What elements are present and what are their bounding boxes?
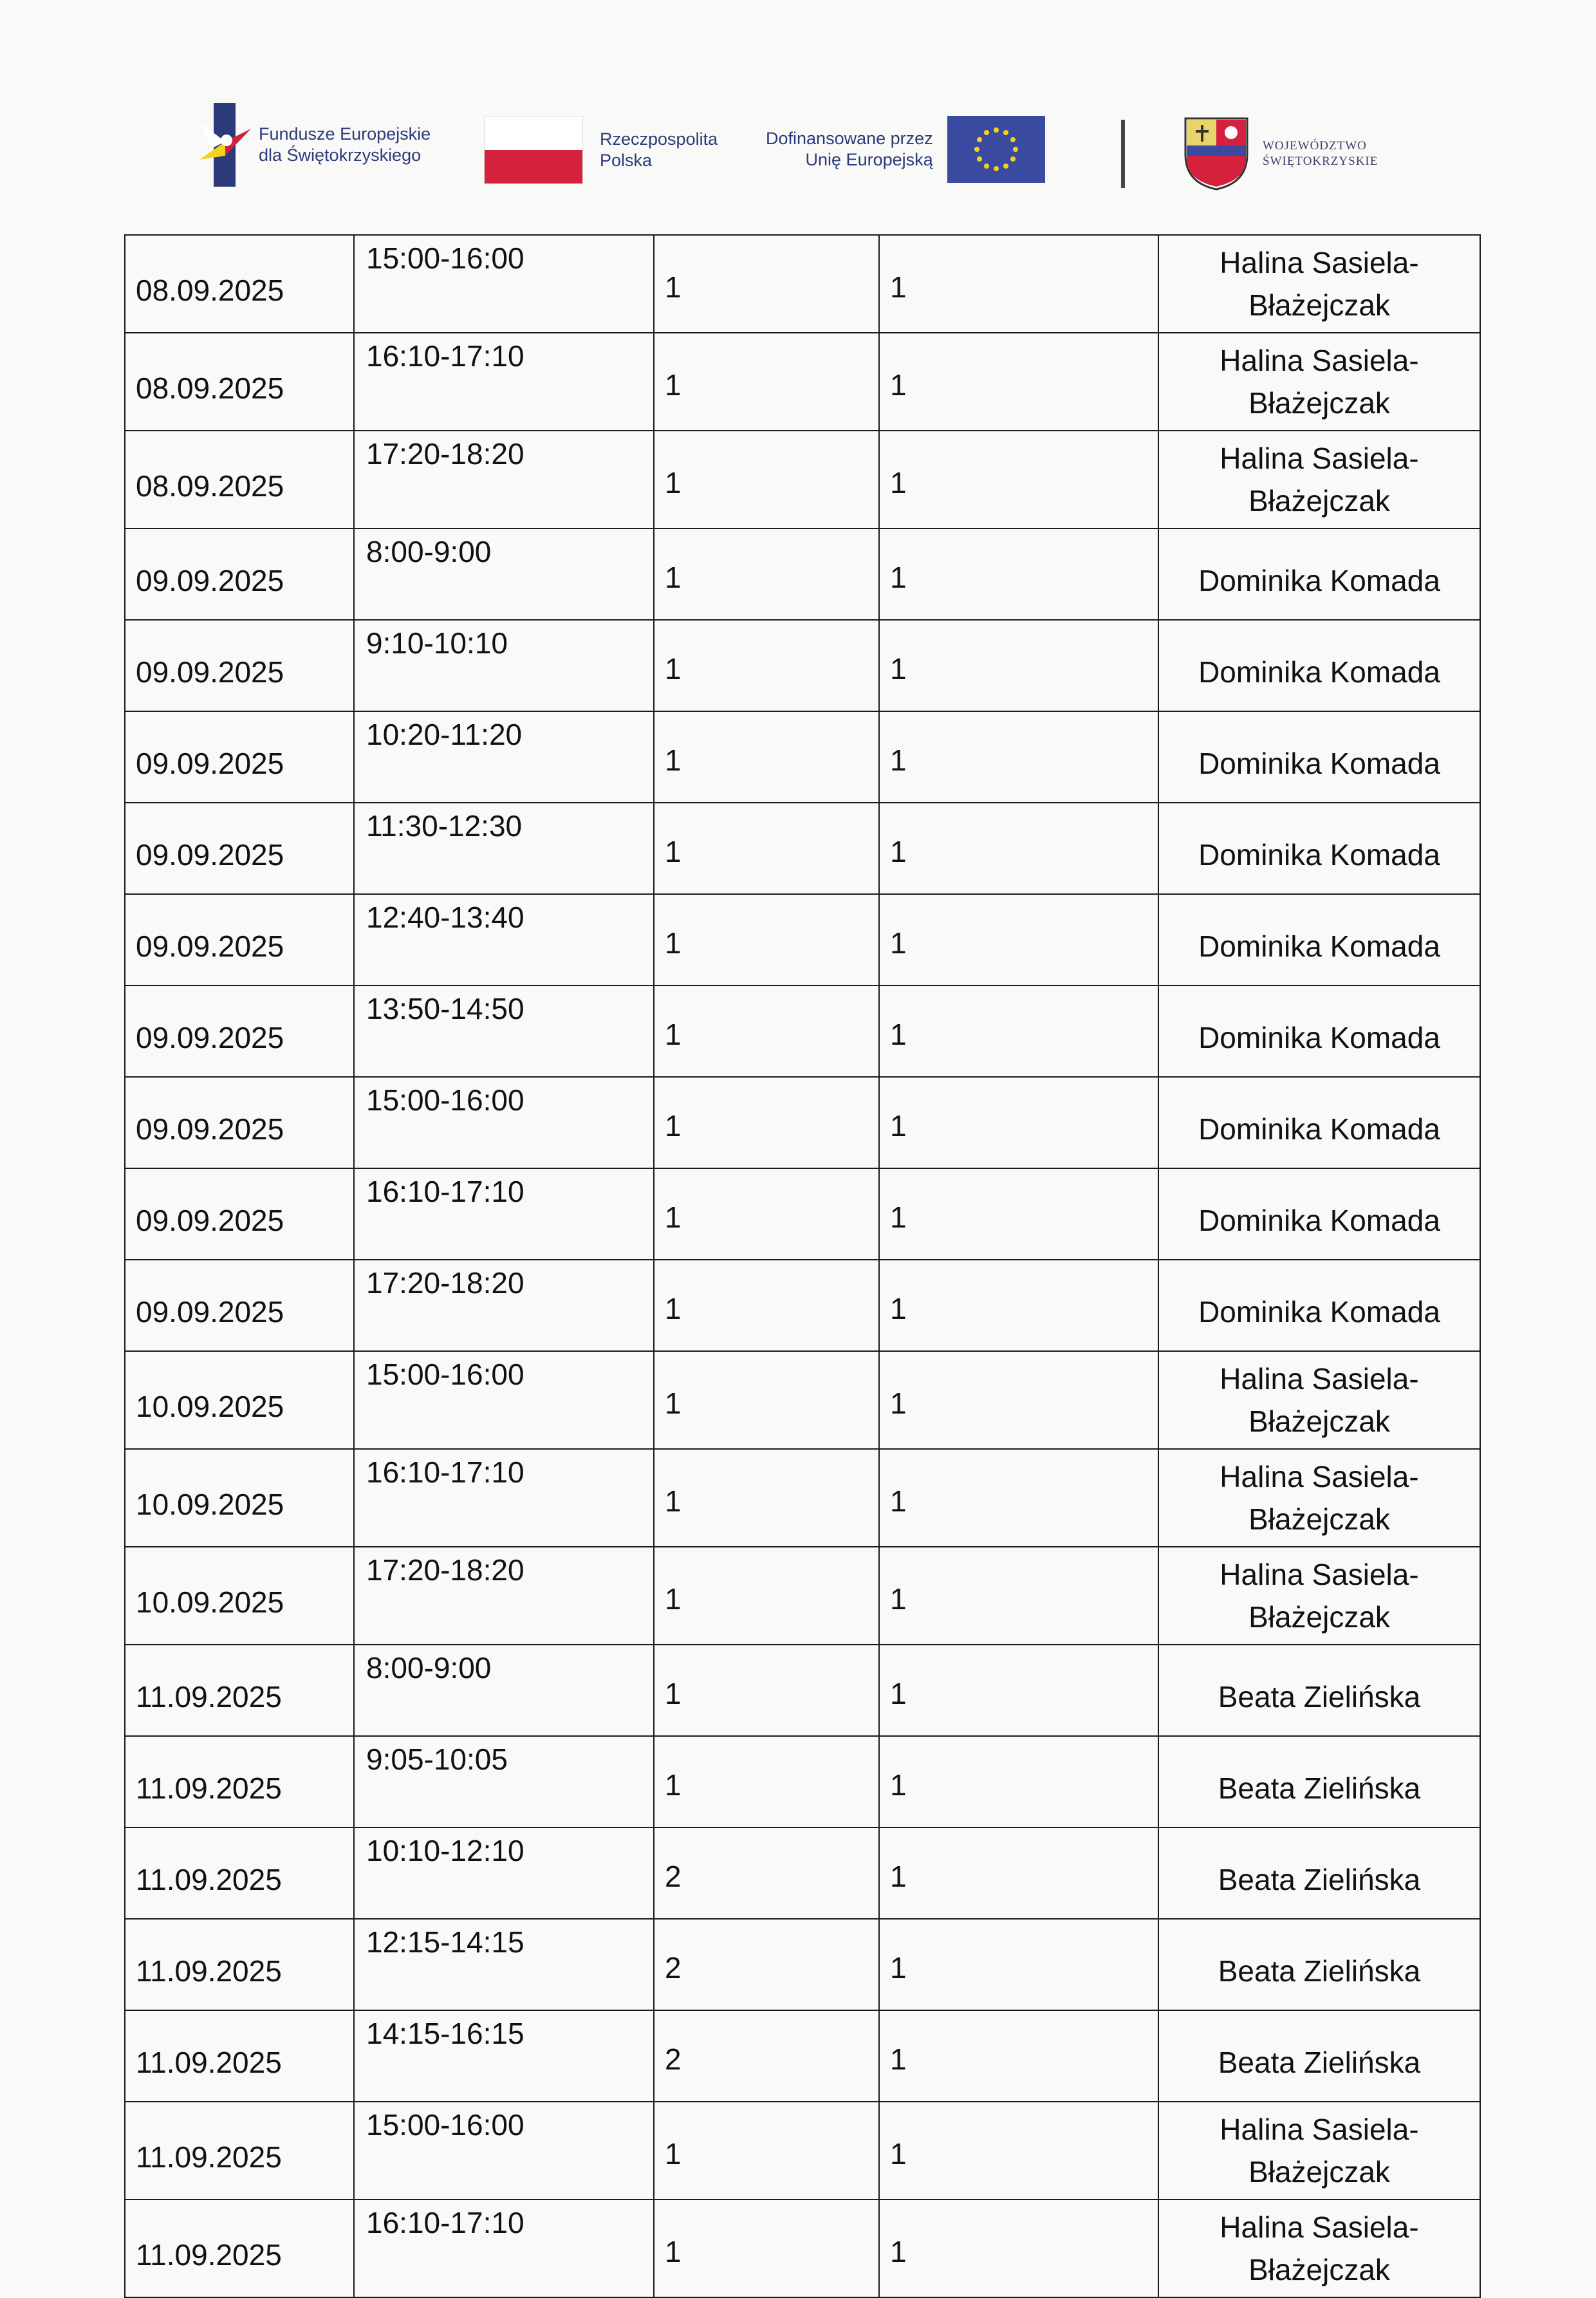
group-cell: 1 (879, 1645, 1158, 1736)
group-cell: 1 (879, 620, 1158, 711)
table-row (125, 431, 1480, 528)
date-cell: 09.09.2025 (125, 528, 354, 620)
table-row (125, 1351, 1480, 1449)
teacher-cell: Halina Sasiela-Błażejczak (1158, 1449, 1480, 1547)
sw-text-line1: WOJEWÓDZTWO (1263, 139, 1367, 153)
table-row (125, 1919, 1480, 2010)
eu-text-line2: Unię Europejską (805, 150, 933, 169)
coat-of-arms-icon (1183, 116, 1250, 192)
time-cell: 12:15-14:15 (354, 1919, 654, 2010)
date-cell: 11.09.2025 (125, 1736, 354, 1827)
time-cell: 16:10-17:10 (354, 2200, 654, 2297)
date-cell: 08.09.2025 (125, 431, 354, 528)
hours-cell: 1 (654, 1645, 879, 1736)
teacher-cell: Halina Sasiela-Błażejczak (1158, 431, 1480, 528)
table-row (125, 986, 1480, 1077)
time-cell: 12:40-13:40 (354, 894, 654, 986)
hours-cell: 1 (654, 1260, 879, 1351)
fe-star-icon (200, 103, 251, 187)
table-row (125, 235, 1480, 333)
fe-text-line1: Fundusze Europejskie (259, 124, 431, 144)
group-cell: 1 (879, 1736, 1158, 1827)
table-row (125, 620, 1480, 711)
hours-cell: 1 (654, 528, 879, 620)
teacher-cell: Beata Zielińska (1158, 1645, 1480, 1736)
table-row (125, 2102, 1480, 2200)
hours-cell: 2 (654, 2010, 879, 2102)
teacher-cell: Beata Zielińska (1158, 2010, 1480, 2102)
teacher-cell: Dominika Komada (1158, 1077, 1480, 1168)
hours-cell: 1 (654, 986, 879, 1077)
group-cell: 1 (879, 986, 1158, 1077)
logo-divider (1121, 120, 1125, 188)
teacher-cell: Dominika Komada (1158, 1260, 1480, 1351)
teacher-cell: Halina Sasiela-Błażejczak (1158, 2102, 1480, 2200)
date-cell: 11.09.2025 (125, 2010, 354, 2102)
time-cell: 9:05-10:05 (354, 1736, 654, 1827)
hours-cell: 1 (654, 1449, 879, 1547)
eu-flag-icon (947, 116, 1045, 183)
time-cell: 17:20-18:20 (354, 431, 654, 528)
time-cell: 9:10-10:10 (354, 620, 654, 711)
table-row (125, 1827, 1480, 1919)
table-row (125, 894, 1480, 986)
teacher-cell: Dominika Komada (1158, 986, 1480, 1077)
date-cell: 09.09.2025 (125, 803, 354, 894)
time-cell: 15:00-16:00 (354, 1351, 654, 1449)
group-cell: 1 (879, 1077, 1158, 1168)
table-row (125, 528, 1480, 620)
time-cell: 15:00-16:00 (354, 1077, 654, 1168)
table-row (125, 1736, 1480, 1827)
group-cell: 1 (879, 1351, 1158, 1449)
date-cell: 09.09.2025 (125, 986, 354, 1077)
wojewodztwo-swietokrzyskie-logo (1183, 116, 1378, 192)
date-cell: 08.09.2025 (125, 333, 354, 431)
date-cell: 11.09.2025 (125, 1827, 354, 1919)
group-cell: 1 (879, 528, 1158, 620)
date-cell: 10.09.2025 (125, 1547, 354, 1645)
group-cell: 1 (879, 1919, 1158, 2010)
date-cell: 09.09.2025 (125, 620, 354, 711)
polish-flag-icon (484, 116, 583, 184)
teacher-cell: Beata Zielińska (1158, 1827, 1480, 1919)
group-cell: 1 (879, 431, 1158, 528)
hours-cell: 1 (654, 333, 879, 431)
hours-cell: 1 (654, 803, 879, 894)
group-cell: 1 (879, 803, 1158, 894)
hours-cell: 1 (654, 2102, 879, 2200)
hours-cell: 1 (654, 1547, 879, 1645)
date-cell: 09.09.2025 (125, 711, 354, 803)
table-row (125, 1077, 1480, 1168)
table-row (125, 2010, 1480, 2102)
hours-cell: 1 (654, 431, 879, 528)
table-row (125, 711, 1480, 803)
date-cell: 11.09.2025 (125, 1645, 354, 1736)
teacher-cell: Dominika Komada (1158, 620, 1480, 711)
teacher-cell: Dominika Komada (1158, 1168, 1480, 1260)
hours-cell: 1 (654, 1168, 879, 1260)
group-cell: 1 (879, 2200, 1158, 2297)
teacher-cell: Beata Zielińska (1158, 1919, 1480, 2010)
date-cell: 09.09.2025 (125, 894, 354, 986)
group-cell: 1 (879, 894, 1158, 986)
logo-strip (0, 0, 1596, 212)
teacher-cell: Halina Sasiela-Błażejczak (1158, 333, 1480, 431)
group-cell: 1 (879, 235, 1158, 333)
teacher-cell: Dominika Komada (1158, 894, 1480, 986)
table-row (125, 333, 1480, 431)
group-cell: 1 (879, 1260, 1158, 1351)
table-row (125, 1449, 1480, 1547)
time-cell: 8:00-9:00 (354, 1645, 654, 1736)
hours-cell: 1 (654, 711, 879, 803)
rp-text-line1: Rzeczpospolita (600, 129, 718, 149)
group-cell: 1 (879, 1168, 1158, 1260)
date-cell: 10.09.2025 (125, 1449, 354, 1547)
table-row (125, 1645, 1480, 1736)
rp-text-line2: Polska (600, 151, 653, 170)
date-cell: 09.09.2025 (125, 1168, 354, 1260)
hours-cell: 1 (654, 1077, 879, 1168)
time-cell: 14:15-16:15 (354, 2010, 654, 2102)
group-cell: 1 (879, 1547, 1158, 1645)
schedule-body (125, 235, 1480, 2297)
group-cell: 1 (879, 1827, 1158, 1919)
group-cell: 1 (879, 711, 1158, 803)
fundusze-europejskie-logo (200, 103, 431, 187)
table-row (125, 1547, 1480, 1645)
table-row (125, 1260, 1480, 1351)
time-cell: 10:20-11:20 (354, 711, 654, 803)
teacher-cell: Halina Sasiela-Błażejczak (1158, 1351, 1480, 1449)
hours-cell: 1 (654, 1351, 879, 1449)
hours-cell: 1 (654, 894, 879, 986)
date-cell: 08.09.2025 (125, 235, 354, 333)
time-cell: 17:20-18:20 (354, 1260, 654, 1351)
eu-cofunded-logo (766, 116, 1045, 183)
time-cell: 10:10-12:10 (354, 1827, 654, 1919)
date-cell: 09.09.2025 (125, 1077, 354, 1168)
time-cell: 16:10-17:10 (354, 1168, 654, 1260)
time-cell: 8:00-9:00 (354, 528, 654, 620)
date-cell: 11.09.2025 (125, 2200, 354, 2297)
hours-cell: 1 (654, 620, 879, 711)
date-cell: 11.09.2025 (125, 1919, 354, 2010)
group-cell: 1 (879, 1449, 1158, 1547)
group-cell: 1 (879, 333, 1158, 431)
sw-text-line2: ŚWIĘTOKRZYSKIE (1263, 154, 1378, 168)
group-cell: 1 (879, 2010, 1158, 2102)
eu-text-line1: Dofinansowane przez (766, 129, 933, 148)
date-cell: 09.09.2025 (125, 1260, 354, 1351)
time-cell: 15:00-16:00 (354, 235, 654, 333)
date-cell: 10.09.2025 (125, 1351, 354, 1449)
date-cell: 11.09.2025 (125, 2102, 354, 2200)
table-row (125, 1168, 1480, 1260)
hours-cell: 2 (654, 1919, 879, 2010)
teacher-cell: Dominika Komada (1158, 711, 1480, 803)
hours-cell: 1 (654, 2200, 879, 2297)
schedule-table (124, 234, 1481, 2298)
time-cell: 16:10-17:10 (354, 1449, 654, 1547)
teacher-cell: Dominika Komada (1158, 528, 1480, 620)
group-cell: 1 (879, 2102, 1158, 2200)
teacher-cell: Beata Zielińska (1158, 1736, 1480, 1827)
teacher-cell: Dominika Komada (1158, 803, 1480, 894)
time-cell: 11:30-12:30 (354, 803, 654, 894)
teacher-cell: Halina Sasiela-Błażejczak (1158, 235, 1480, 333)
fe-text-line2: dla Świętokrzyskiego (259, 145, 422, 165)
table-row (125, 2200, 1480, 2297)
rzeczpospolita-polska-logo (484, 116, 718, 184)
teacher-cell: Halina Sasiela-Błażejczak (1158, 1547, 1480, 1645)
teacher-cell: Halina Sasiela-Błażejczak (1158, 2200, 1480, 2297)
time-cell: 16:10-17:10 (354, 333, 654, 431)
time-cell: 17:20-18:20 (354, 1547, 654, 1645)
hours-cell: 1 (654, 1736, 879, 1827)
time-cell: 13:50-14:50 (354, 986, 654, 1077)
table-row (125, 803, 1480, 894)
time-cell: 15:00-16:00 (354, 2102, 654, 2200)
hours-cell: 2 (654, 1827, 879, 1919)
hours-cell: 1 (654, 235, 879, 333)
